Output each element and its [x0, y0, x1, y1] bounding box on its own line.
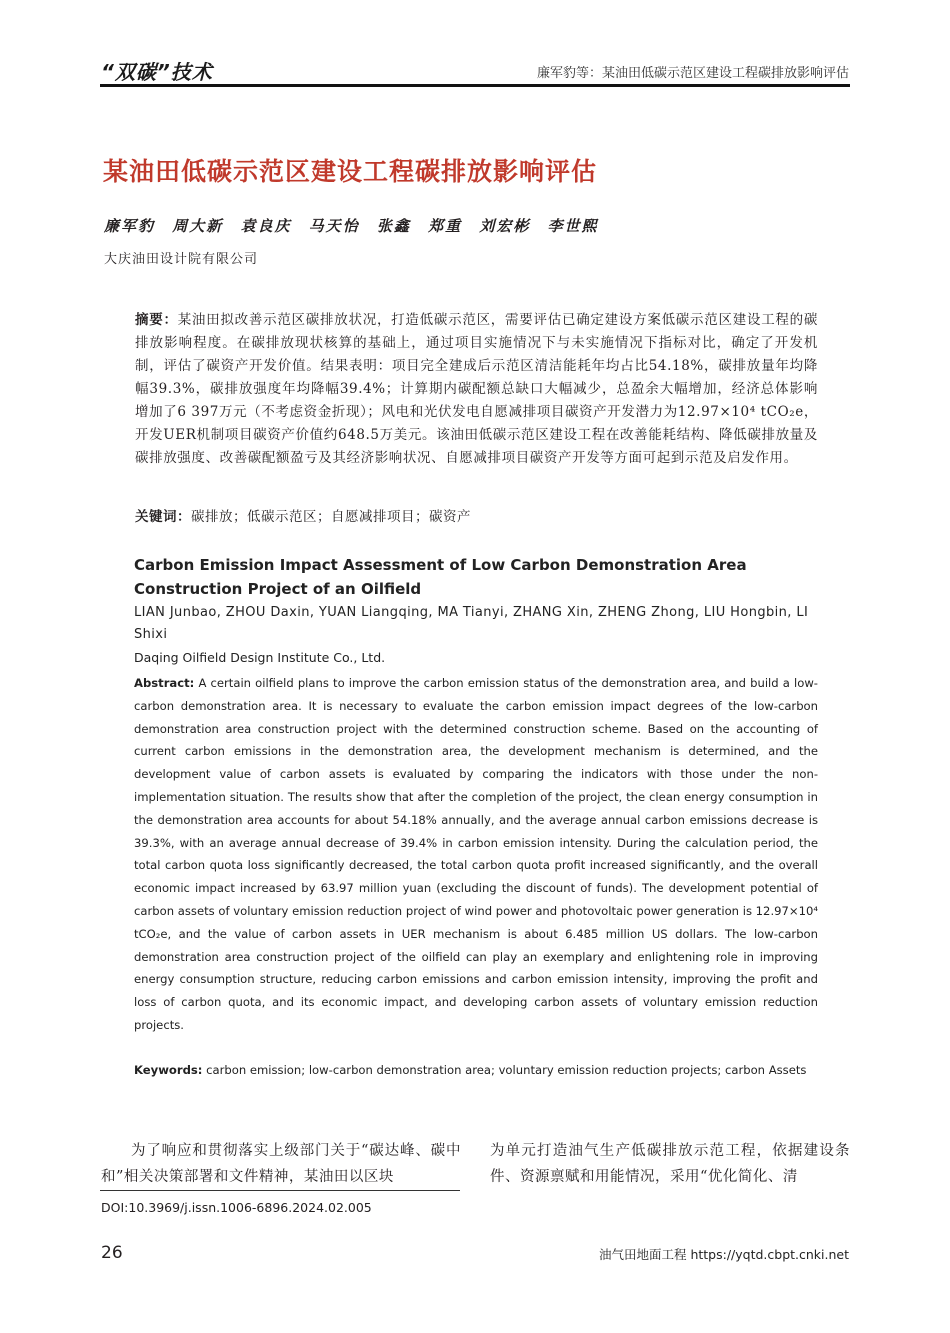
paper-title: 某油田低碳示范区建设工程碳排放影响评估	[103, 157, 598, 186]
abstract-en-text: A certain oilfield plans to improve the carbon emission status of the demonstration area, and build a low-carbon demonstration area. It is necessary to evaluate the carbon emission impact degrees of the low-carbon demonstration area construction project with the determined construction scheme. Based on the accounting of current carbon emissions in the demonstration area, the development mechanism is determined, and the development value of carbon assets is evaluated by comparing the indicators with those under the non-implementation situation. The results show that after the completion of the project, the clean energy consumption in the demonstration area accounts for about 54.18% annually, and the average annual carbon emissions decrease is 39.3%, with an average annual decrease of 39.4% in carbon emission intensity. During the calculation period, the total carbon quota loss significantly decreased, the total carbon quota profit increased significantly, and the overall economic impact increased by 63.97 million yuan (excluding the discount of funds). The development potential of carbon assets of voluntary emission reduction project of wind power and photovoltaic power generation is 12.97×10⁴ tCO₂e, and the value of carbon assets in UER mechanism is about 6.485 million US dollars. The low-carbon demonstration area construction project of the oilfield can play an exemplary and enlightening role in improving energy consumption structure, reducing carbon emissions and carbon emission intensity, improving the profit and loss of carbon quota, and its economic impact, and developing carbon assets of voluntary emission reduction projects.	[134, 676, 818, 1032]
affiliation-en: Daqing Oilfield Design Institute Co., Ltd.	[134, 650, 386, 665]
footnote-rule	[100, 1190, 460, 1191]
page-number: 26	[101, 1243, 123, 1263]
abstract-cn-text: 某油田拟改善示范区碳排放状况，打造低碳示范区，需要评估已确定建设方案低碳示范区建设工程的碳排放影响程度。在碳排放现状核算的基础上，通过项目实施情况下与未实施情况下指标对比，确定了开发机制，评估了碳资产开发价值。结果表明：项目完全建成后示范区清洁能耗年均占比54.18%，碳排放量年均降幅39.3%，碳排放强度年均降幅39.4%；计算期内碳配额总缺口大幅减少，总盈余大幅增加，经济总体影响增加了6 397万元（不考虑资金折现）；风电和光伏发电自愿减排项目碳资产开发潜力为12.97×10⁴ tCO₂e，开发UER机制项目碳资产价值约648.5万美元。该油田低碳示范区建设工程在改善能耗结构、降低碳排放量及碳排放强度、改善碳配额盈亏及其经济影响状况、自愿减排项目碳资产开发等方面可起到示范及启发作用。	[135, 312, 818, 466]
paper-title-en: Carbon Emission Impact Assessment of Low Carbon Demonstration Area Construction Project of an Oilfield	[134, 556, 747, 598]
keywords-cn-text: 碳排放；低碳示范区；自愿减排项目；碳资产	[191, 509, 471, 525]
abstract-cn	[135, 309, 818, 470]
abstract-cn-label: 摘要：	[135, 312, 178, 328]
keywords-cn	[135, 505, 471, 525]
running-title: 廉军豹等：某油田低碳示范区建设工程碳排放影响评估	[536, 66, 849, 81]
header-rule	[100, 84, 850, 87]
keywords-en-label: Keywords:	[134, 1063, 203, 1077]
body-column-right: 为单元打造油气生产低碳排放示范工程，依据建设条件、资源禀赋和用能情况，采用“优化简化、清	[490, 1143, 850, 1185]
keywords-cn-label: 关键词：	[135, 509, 191, 525]
abstract-en	[134, 672, 818, 1037]
affiliation-cn: 大庆油田设计院有限公司	[104, 252, 259, 267]
section-label: “双碳”技术	[101, 60, 213, 84]
keywords-en-text: carbon emission; low-carbon demonstration area; voluntary emission reduction projects; carbon Assets	[206, 1063, 807, 1077]
body-column-left: 为了响应和贯彻落实上级部门关于“碳达峰、碳中和”相关决策部署和文件精神，某油田以区块	[101, 1143, 461, 1185]
keywords-en	[134, 1059, 818, 1082]
authors-en: LIAN Junbao, ZHOU Daxin, YUAN Liangqing, MA Tianyi, ZHANG Xin, ZHENG Zhong, LIU Hongbin, LI Shixi	[134, 605, 809, 642]
journal-footer: 油气田地面工程 https://yqtd.cbpt.cnki.net	[598, 1247, 849, 1262]
authors-cn: 廉军豹 周大新 袁良庆 马天怡 张鑫 郑重 刘宏彬 李世熙	[104, 217, 599, 235]
doi: DOI:10.3969/j.issn.1006-6896.2024.02.005	[101, 1200, 372, 1215]
abstract-en-label: Abstract:	[134, 676, 195, 690]
